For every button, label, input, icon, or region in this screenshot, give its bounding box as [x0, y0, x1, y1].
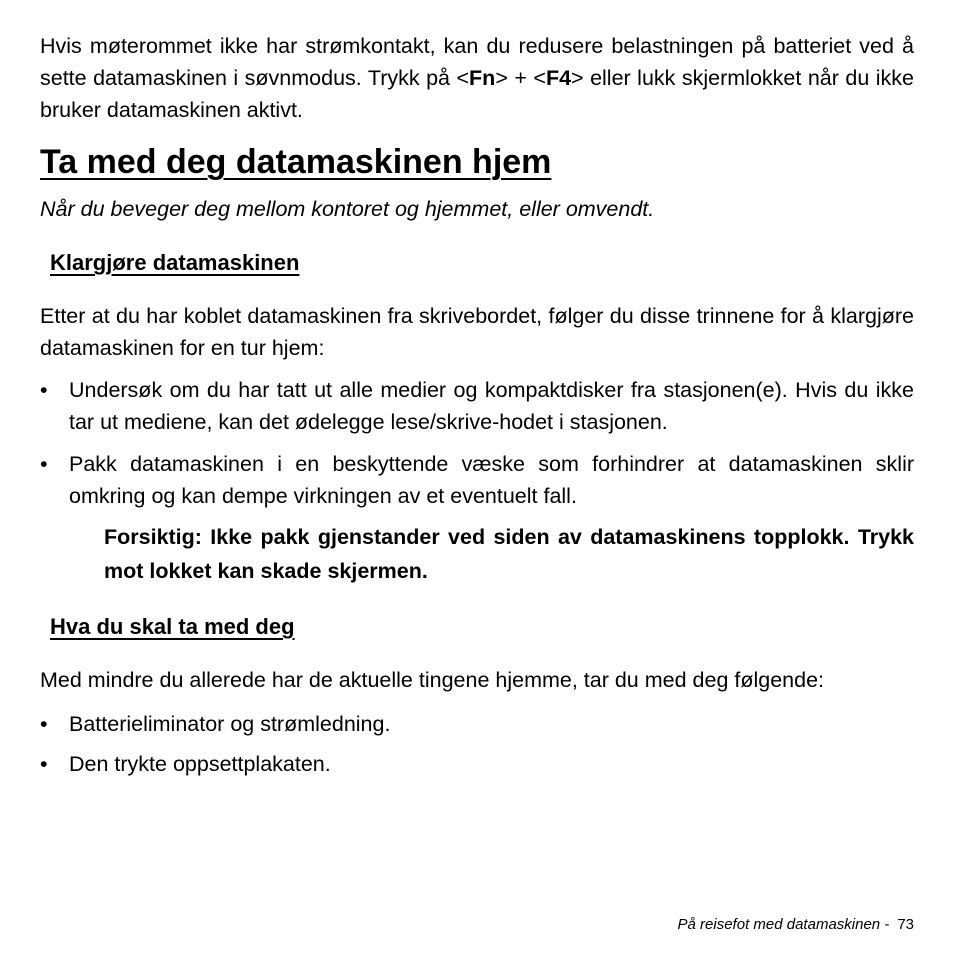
bullet-icon: • [40, 452, 48, 476]
page-footer [678, 916, 914, 933]
intro-text-start: Hvis møterommet ikke har strømkontakt, kan du redusere belastningen på batteriet ved å sette datamaskinen i søvnmodus. Trykk på < [40, 34, 914, 90]
bullet-icon: • [40, 752, 48, 776]
bring-list [40, 708, 914, 780]
subheading-bring: Hva du skal ta med deg [50, 614, 295, 639]
key-fn: Fn [469, 66, 496, 90]
section-lead: Når du beveger deg mellom kontoret og hjemmet, eller omvendt. [40, 197, 655, 221]
prepare-list [40, 374, 914, 512]
bullet-icon: • [40, 712, 48, 736]
bring-intro: Med mindre du allerede har de aktuelle tingene hjemme, tar du med deg følgende: [40, 668, 825, 692]
key-f4: F4 [545, 66, 572, 90]
list-item [40, 374, 914, 438]
footer-label: På reisefot med datamaskinen - [677, 916, 890, 933]
intro-text-mid: > + < [495, 66, 546, 90]
intro-paragraph [40, 30, 914, 126]
list-item [40, 708, 914, 740]
list-item-text: Den trykte oppsettplakaten. [69, 752, 331, 776]
section-title: Ta med deg datamaskinen hjem [40, 143, 552, 181]
bullet-icon: • [40, 378, 48, 402]
list-item-text: Pakk datamaskinen i en beskyttende væske som forhindrer at datamaskinen sklir omkring og kan dempe virkningen av et eventuelt fall. [69, 452, 914, 508]
subheading-prepare: Klargjøre datamaskinen [50, 250, 300, 275]
caution-note: Forsiktig: Ikke pakk gjenstander ved siden av datamaskinens topplokk. Trykk mot lokket kan skade skjermen. [104, 525, 914, 583]
document-page [40, 30, 914, 780]
list-item [40, 748, 914, 780]
prepare-intro: Etter at du har koblet datamaskinen fra skrivebordet, følger du disse trinnene for å klargjøre datamaskinen for en tur hjem: [40, 304, 914, 360]
page-number: 73 [897, 916, 914, 933]
intro-text-end: > eller lukk skjermlokket når du ikke bruker datamaskinen aktivt. [40, 66, 914, 122]
list-item-text: Batterieliminator og strømledning. [69, 712, 391, 736]
list-item [40, 448, 914, 512]
list-item-text: Undersøk om du har tatt ut alle medier og kompaktdisker fra stasjonen(e). Hvis du ikke tar ut mediene, kan det ødelegge lese/skrive-hodet i stasjonen. [69, 378, 914, 434]
